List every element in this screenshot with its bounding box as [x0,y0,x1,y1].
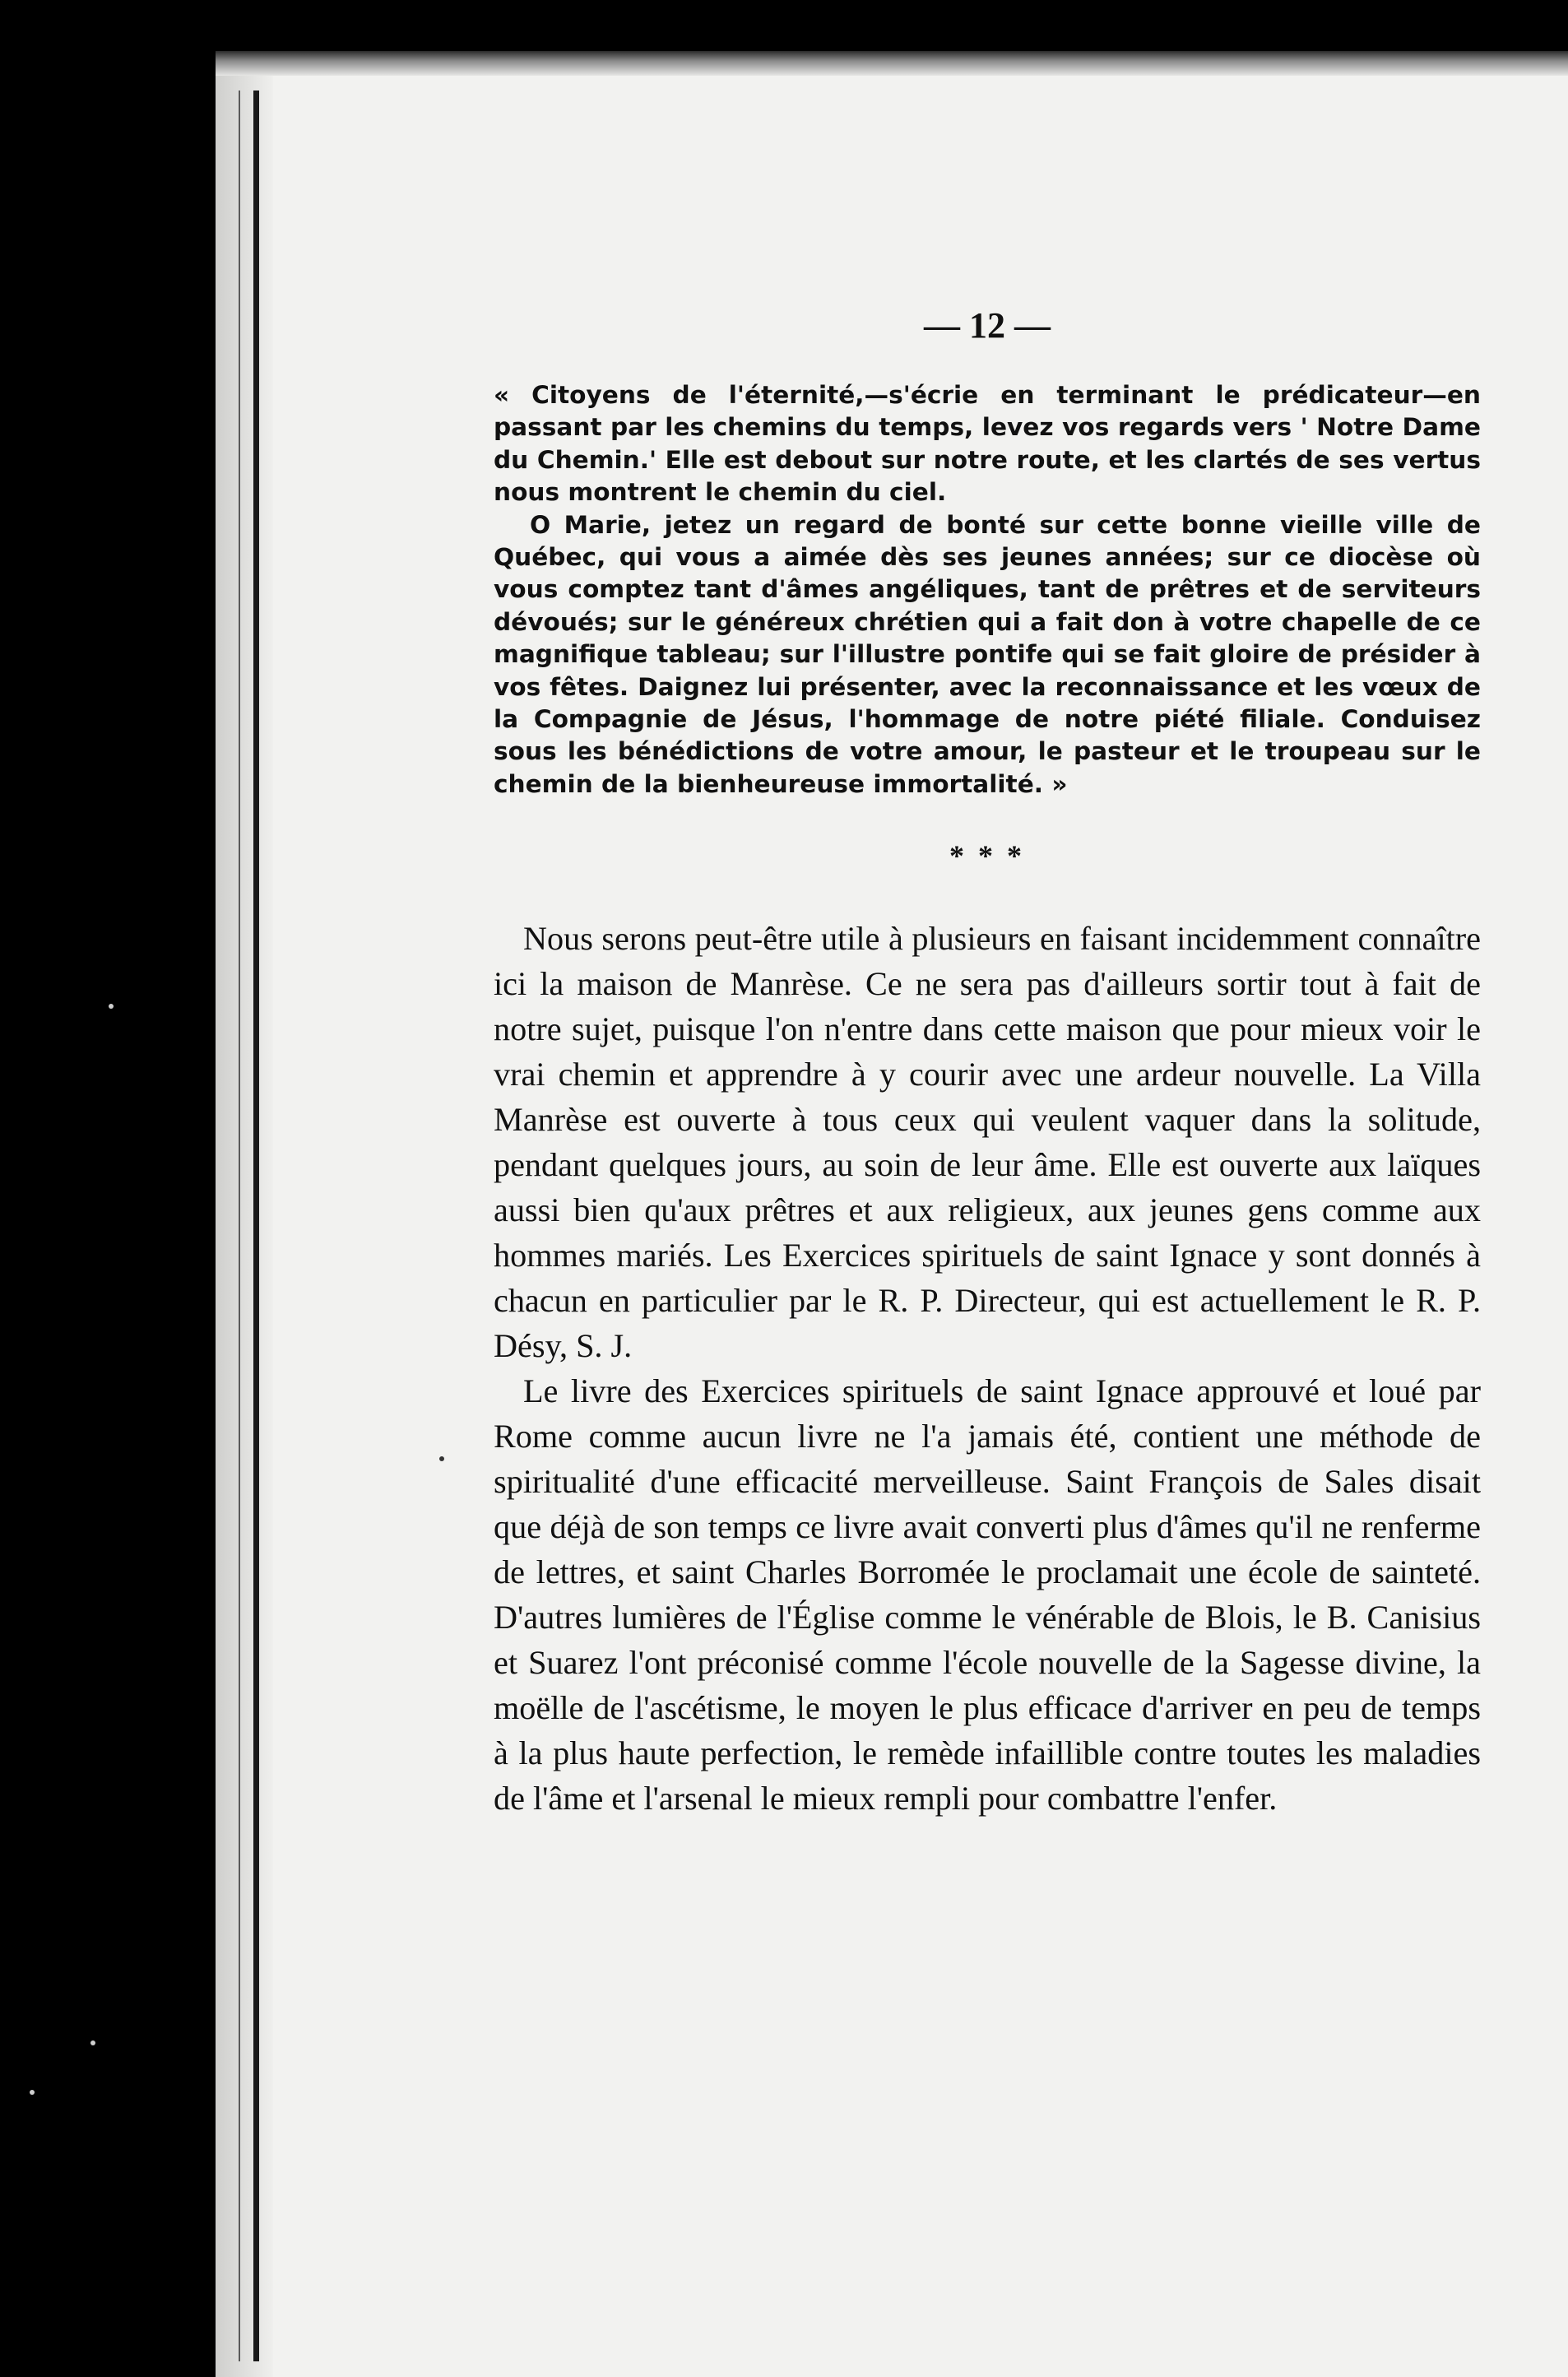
page-content [494,304,1481,1821]
page-number: — 12 — [924,305,1051,346]
scan-speck [439,1456,444,1461]
scan-speck [30,2090,35,2095]
paragraph-quote-2: O Marie, jetez un regard de bonté sur cette bonne vieille ville de Québec, qui vous a aimée dès ses jeunes années; sur ce diocèse où vous comptez tant d'âmes angéliques, tant de prêtres et de serviteurs dévoués; sur le généreux chrétien qui a fait don à votre chapelle de ce magnifique tableau; sur l'illustre pontife qui se fait gloire de présider à vos fêtes. Daignez lui présenter, avec la reconnaissance et les vœux de la Compagnie de Jésus, l'hommage de notre piété filiale. Conduisez sous les bénédictions de votre amour, le pasteur et le troupeau sur le chemin de la bienheureuse immortalité. » [494,510,1481,798]
paragraph-quote-1: « Citoyens de l'éternité,—s'écrie en terminant le prédicateur—en passant par les chemins du temps, levez vos regards vers ' Notre Dame du Chemin.' Elle est debout sur notre route, et les clartés de ses vertus nous montrent le chemin du ciel. [494,381,1481,507]
spine-line-thin [239,91,240,2361]
asterism-separator: * * * [949,839,1025,873]
page-top-edge [216,51,1568,76]
paragraph-manrese: Nous serons peut-être utile à plusieurs en faisant incidemment connaître ici la maison de Manrèse. Ce ne sera pas d'ailleurs sortir tout à fait de notre sujet, puisque l'on n'entre dans cette maison que pour mieux voir le vrai chemin et apprendre à y courir avec une ardeur nouvelle. La Villa Manrèse est ouverte à tous ceux qui veulent vaquer dans la solitude, pendant quelques jours, au soin de leur âme. Elle est ouverte aux laïques aussi bien qu'aux prêtres et aux religieux, aux jeunes gens comme aux hommes mariés. Les Exercices spirituels de saint Ignace y sont donnés à chacun en particulier par le R. P. Directeur, qui est actuellement le R. P. Désy, S. J. [494,920,1481,1365]
paragraph-exercices: Le livre des Exercices spirituels de saint Ignace approuvé et loué par Rome comme aucun livre ne l'a jamais été, contient une méthode de spiritualité d'une efficacité merveilleuse. Saint François de Sales disait que déjà de son temps ce livre avait converti plus d'âmes qu'il ne renferme de lettres, et saint Charles Borromée le proclamait une école de sainteté. D'autres lumières de l'Église comme le vénérable de Blois, le B. Canisius et Suarez l'ont préconisé comme l'école nouvelle de la Sagesse divine, la moëlle de l'ascétisme, le moyen le plus efficace d'arriver en peu de temps à la plus haute perfection, le remède infaillible contre toutes les maladies de l'âme et l'arsenal le mieux rempli pour combattre l'enfer. [494,1372,1481,1818]
scan-speck [90,2040,95,2045]
spine-line [253,91,259,2361]
scan-speck [109,1004,114,1009]
page-binding-shadow [216,58,273,2377]
